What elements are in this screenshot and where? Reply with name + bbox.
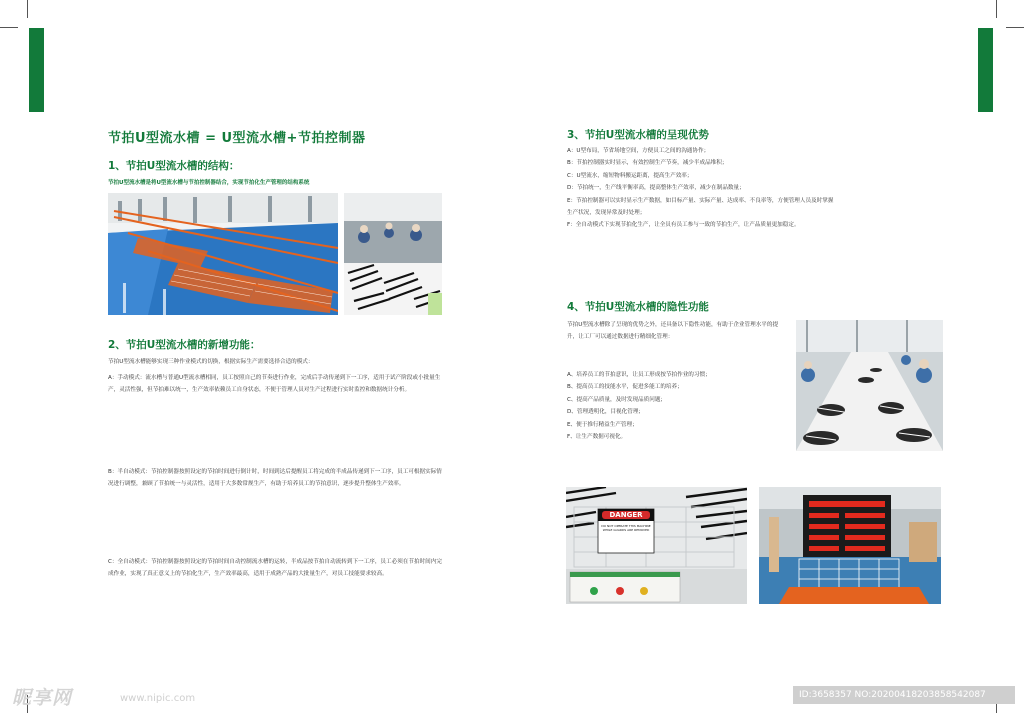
- list-item: B、提高员工的技能水平，促进多能工的培养；: [567, 384, 683, 391]
- section1-caption: 节拍U型流水槽是将U型流水槽与节拍控制器结合，实现节拍化生产管理的结构系统: [108, 180, 310, 186]
- list-item: C、提高产品质量，及时发现品质问题；: [567, 396, 667, 403]
- section4-list: [567, 369, 789, 443]
- list-item: A：U型布局，节省场地空间，方便员工之间的沟通协作；: [567, 148, 710, 154]
- section3-heading: 3、节拍U型流水槽的呈现优势: [567, 129, 709, 141]
- crop-mark-tr-h: [1006, 27, 1024, 28]
- danger-sign-photo: [566, 487, 747, 604]
- left-green-bar: [29, 28, 44, 112]
- crop-mark-tr-v: [996, 0, 997, 18]
- page-title: 节拍U型流水槽 = U型流水槽+节拍控制器: [108, 131, 366, 146]
- list-item: A、培养员工的节拍意识，让员工形成按节拍作业的习惯；: [567, 372, 711, 378]
- list-item: E、便于推行精益生产管理；: [567, 421, 638, 428]
- watermark-url: www.nipic.com: [120, 693, 196, 704]
- list-item: F、让生产数据可视化。: [567, 434, 627, 441]
- section1-heading: 1、节拍U型流水槽的结构：: [108, 160, 240, 172]
- section2-heading: 2、节拍U型流水槽的新增功能：: [108, 339, 261, 351]
- sewing-workers-photo: [344, 193, 442, 315]
- danger-sign-text: DANGER: [609, 511, 643, 519]
- list-item: C：U型流水，缩短物料搬运距离，提高生产效率；: [567, 172, 693, 179]
- mode-c-paragraph: C：全自动模式：节拍控制器按照设定的节拍时间自动控制流水槽的运转，半成品按节拍自动流转到下一工序，员工必须在节拍时间内完成作业，实现了真正意义上的节拍化生产，生产效率最高，适用于成熟产品的大批量生产，对员工技能要求较高。: [108, 559, 442, 578]
- section2-intro: 节拍U型流水槽能够实现三种作业模式的切换，根据实际生产需要选择合适的模式：: [108, 359, 314, 365]
- list-item: E：节拍控制器可以实时显示生产数据，如目标产量、实际产量、达成率、不良率等，方便管理人员及时掌握生产状况，发现异常及时处理；: [567, 197, 834, 217]
- led-controller-photo: [759, 487, 941, 604]
- list-item: B：节拍控制器实时显示，有效控制生产节奏，减少半成品堆积；: [567, 160, 728, 167]
- right-green-bar: [978, 28, 993, 112]
- watermark-logo: 昵享网: [12, 687, 73, 709]
- watermark-id: ID:3658357 NO:20200418203858542087: [793, 686, 1015, 704]
- crop-mark-tl-v: [27, 0, 28, 18]
- crop-mark-tl-h: [0, 27, 18, 28]
- list-item: F：全自动模式下实现节拍化生产，让全员有员工参与一致的节拍生产，让产品质量更加稳定。: [567, 222, 800, 229]
- section4-intro: 节拍U型流水槽除了呈现的优势之外，还具备以下隐性功能，有助于企业管理水平的提升，让工厂可以通过数据进行精细化管理：: [567, 322, 779, 341]
- conveyor-line-photo: [108, 193, 338, 315]
- mode-b-paragraph: B：半自动模式：节拍控制器按照设定的节拍时间进行倒计时，时间到达后提醒员工将完成的半成品传递到下一工序，员工可根据实际情况进行调整，兼顾了节拍统一与灵活性，适用于大多数常规生产，有助于培养员工的节拍意识，逐步提升整体生产效率。: [108, 469, 442, 488]
- section4-heading: 4、节拍U型流水槽的隐性功能: [567, 301, 709, 313]
- workshop-aisle-photo: [796, 320, 943, 451]
- section3-list: [567, 145, 839, 232]
- danger-sign-small-text: DO NOT OPERATE THIS MACHINE WHILE GUARDS ARE REMOVED: [601, 524, 651, 533]
- list-item: D、管理透明化，目视化管理；: [567, 409, 645, 416]
- list-item: D：节拍统一，生产线平衡率高，提高整体生产效率，减少在制品数量；: [567, 185, 745, 192]
- mode-a-paragraph: A：手动模式：流水槽与普通U型流水槽相同，员工按照自己的节奏进行作业，完成后手动传递到下一工序，适用于试产阶段或小批量生产，灵活性强，但节拍难以统一，生产效率依赖员工自身状态，不便于管理人员对生产过程进行实时监控和数据统计分析。: [108, 375, 441, 394]
